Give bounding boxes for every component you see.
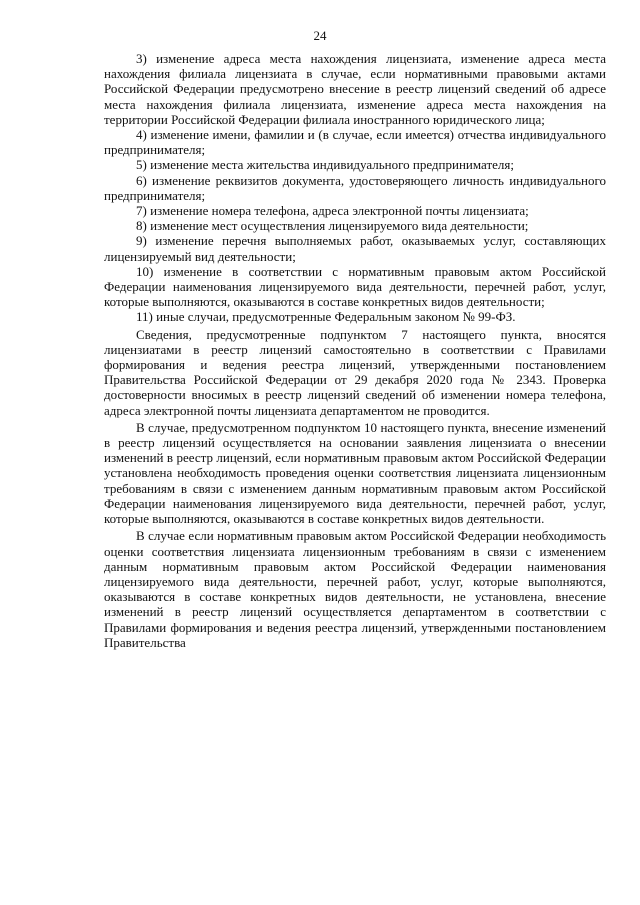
paragraph-item-11: 11) иные случаи, предусмотренные Федеральным законом № 99-ФЗ. (136, 309, 516, 325)
paragraph-item-5: 5) изменение места жительства индивидуального предпринимателя; (136, 157, 514, 173)
paragraph-item-7: 7) изменение номера телефона, адреса электронной почты лицензиата; (136, 203, 529, 219)
paragraph-item-6: 6) изменение реквизитов документа, удостоверяющего личность индивидуального предпринимателя; (104, 172, 606, 203)
paragraph-case-not-established: В случае если нормативным правовым актом Российской Федерации необходимость оценки соответствия лицензиата лицензионным требованиям в связи с изменением данным нормативным правовым актом Российской Федерации наименования лицензируемого вида деятельности, перечней работ, услуг, которые выполняются, оказываются в составе конкретных видов деятельности, не установлена, внесение изменений в реестр лицензий осуществляется департаментом в соответствии с Правилами формирования и ведения реестра лицензий, утвержденными постановлением Правительства (104, 528, 606, 650)
paragraph-item-3: 3) изменение адреса места нахождения лицензиата, изменение адреса места нахождения филиала лицензиата в случае, если нормативными правовыми актами Российской Федерации предусмотрено внесение в реестр лицензий сведений об адресе места нахождения филиала лицензиата, изменение адреса места нахождения на территории Российской Федерации филиала иностранного юридического лица; (104, 51, 606, 127)
paragraph-case-subpoint-10: В случае, предусмотренном подпунктом 10 настоящего пункта, внесение изменений в реестр лицензий осуществляется на основании заявления лицензиата о внесении изменений в реестр лицензий, если нормативным правовым актом Российской Федерации установлена необходимость проведения оценки соответствия лицензиата лицензионным требованиям в связи с изменением данным нормативным правовым актом Российской Федерации наименования лицензируемого вида деятельности, перечней работ, услуг, которые выполняются, оказываются в составе конкретных видов деятельности. (104, 419, 606, 527)
paragraph-item-8: 8) изменение мест осуществления лицензируемого вида деятельности; (136, 218, 529, 234)
page-number: 24 (313, 28, 327, 43)
document-body (104, 51, 606, 650)
paragraph-item-4: 4) изменение имени, фамилии и (в случае, если имеется) отчества индивидуального предпринимателя; (104, 127, 606, 158)
paragraph-item-9: 9) изменение перечня выполняемых работ, оказываемых услуг, составляющих лицензируемый вид деятельности; (104, 233, 606, 264)
paragraph-item-10: 10) изменение в соответствии с нормативным правовым актом Российской Федерации наименования лицензируемого вида деятельности, перечней работ, услуг, которые выполняются, оказываются в составе конкретных видов деятельности; (104, 263, 606, 310)
paragraph-info-subpoint-7: Сведения, предусмотренные подпунктом 7 настоящего пункта, вносятся лицензиатами в реестр лицензий самостоятельно в соответствии с Правилами формирования и ведения реестра лицензий, утвержденными постановлением Правительства Российской Федерации от 29 декабря 2020 года № 2343. Проверка достоверности вносимых в реестр лицензий сведений об изменении номера телефона, адреса электронной почты лицензиата департаментом не проводится. (104, 326, 606, 418)
